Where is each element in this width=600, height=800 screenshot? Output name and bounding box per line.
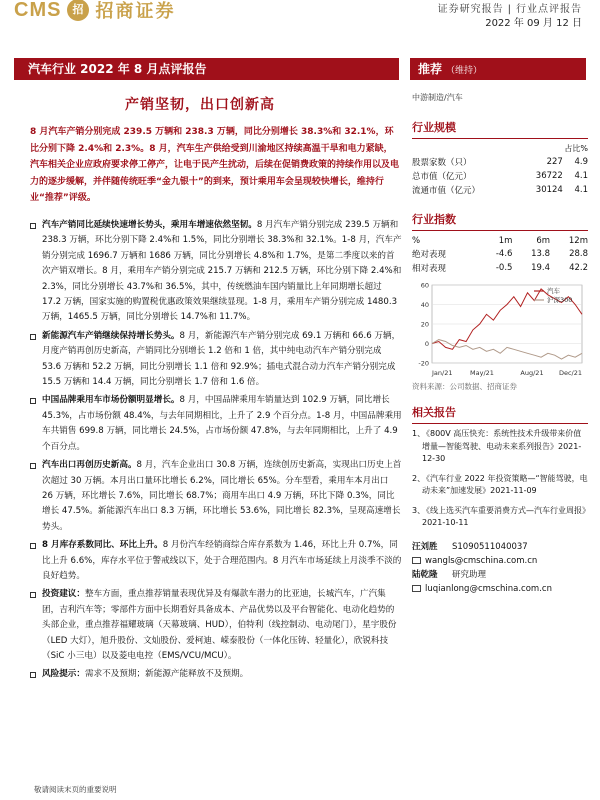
table-cell: -4.6	[495, 249, 513, 259]
x-tick-label: Aug/21	[520, 369, 544, 377]
bullet-icon	[30, 334, 36, 340]
mail-icon	[412, 557, 421, 564]
paragraph-lead: 汽车产销同比延续快速增长势头，乘用车增速依然坚韧。	[42, 220, 257, 230]
analyst-block	[412, 540, 588, 596]
column-header: %	[412, 236, 421, 246]
related-item[interactable]	[412, 473, 588, 498]
y-tick-label: -20	[418, 359, 429, 368]
related-text: 《汽车行业 2022 年投资策略—“智能驾驶，电动未来”加速发展》2021-11-09	[422, 473, 588, 495]
paragraph-text: 整车方面，重点推荐销量表现优异及有爆款车潜力的比亚迪，长城汽车，广汽集团，吉利汽车等；零部件方面中长期看好具备成本、产品优势以及平台智能化、电动化趋势的头部企业，重点推荐福耀玻璃（天幕玻璃、HUD），伯特利（线控制动、电动尾门），星宇股份（LED 大灯），旭升股份、文灿股份、爱柯迪、嵘泰股份（一体化压铸、轻量化），欣锐科技（SiC 小三电）以及菱电电控（EMS/VCU/MCU）。	[42, 589, 397, 661]
related-index: 3、	[412, 505, 426, 515]
page-header	[0, 0, 600, 34]
index-title: 行业指数	[412, 211, 588, 231]
table-header-row	[412, 235, 588, 247]
table-cell: 总市值（亿元）	[412, 172, 472, 182]
scale-title: 行业规模	[412, 119, 588, 139]
table-cell: 13.8	[531, 249, 551, 259]
column-header: 6m	[536, 236, 551, 246]
report-date: 2022 年 09 月 12 日	[485, 18, 582, 29]
table-cell: 相对表现	[412, 264, 447, 274]
analyst-name: 汪刘胜	[412, 541, 438, 552]
paragraph-lead: 投资建议：	[42, 589, 85, 600]
analyst-email[interactable]: wangls@cmschina.com.cn	[425, 555, 538, 566]
index-table	[412, 235, 588, 275]
analyst-code: S1090511040037	[452, 541, 528, 552]
legend-label: 汽车	[547, 287, 560, 295]
paragraph-lead: 汽车出口再创历史新高。	[42, 460, 137, 471]
analyst-email[interactable]: luqianlong@cmschina.com.cn	[425, 583, 552, 594]
report-type-right: 行业点评报告	[516, 4, 582, 15]
logo-badge-icon: 招	[67, 0, 89, 21]
chart-source: 资料来源：公司数据、招商证券	[412, 382, 517, 391]
paragraph-text: 8 月，新能源汽车产销分别完成 69.1 万辆和 66.6 万辆，月度产销再创历史新高，产销同比分别增长 1.2 倍和 1 倍，其中纯电动汽车产销分别完成 53.6 万辆和 52.2 万辆，同比分别增长 1.1 倍和 92.9%；插电式混合动力汽车产销分别完成 15.5 万辆和 14.4 万辆，同比分别增长 1.7 倍和 1.6 倍。	[42, 330, 401, 388]
paragraph-text: 8 月汽车产销分别完成 239.5 万辆和 238.3 万辆，环比分别下降 2.4%和 1.5%，同比分别增长 38.3%和 32.1%。1-8 月，汽车产销分别完成 1696.7 万辆和 1686 万辆，同比分别增长 4.8%和 1.7%，是第二季度以来的首次产销双增长。8 月，乘用车产销分别完成 215.7 万辆和 212.5 万辆，环比分别下降 2.4%和 2.3%，同比分别增长 43.7%和 36.5%，其中，传统燃油车国内销量比上年同期增长超过 17.2 万辆，国家实施的购置税优惠政策效果继续显现。1-8 月，乘用车产销分别完成 1480.3 万辆，1465.5 万辆，同比分别增长 14.7%和 11.7%。	[42, 220, 402, 323]
index-chart-svg	[412, 279, 588, 379]
index-chart	[412, 279, 588, 379]
report-title: 汽车行业 2022 年 8 月点评报告	[14, 58, 399, 80]
paragraph	[30, 458, 402, 535]
related-list	[412, 428, 588, 530]
table-cell: 4.1	[574, 171, 588, 181]
y-tick-label: 60	[420, 281, 429, 290]
paragraph-text: 8 月，汽车企业出口 30.8 万辆，连续创历史新高，实现出口历史上首次超过 30 万辆。本月出口量环比增长 6.2%，同比增长 65%。分车型看，乘用车本月出口 26 万辆，环比增长 7.6%，同比增长 68.7%；商用车出口 4.9 万辆，环比下降 0.3%，同比增长 47.5%。新能源汽车出口 8.3 万辆，环比增长 53.6%，同比增长 82.3%，呈现高速增长势头。	[42, 460, 402, 532]
table-row	[412, 183, 588, 197]
table-row	[412, 247, 588, 261]
report-type: 证券研究报告 | 行业点评报告	[437, 4, 582, 15]
rating-bar	[410, 58, 586, 80]
table-cell: 42.2	[569, 263, 588, 273]
paragraph-lead: 风险提示：	[42, 669, 85, 680]
table-cell: 28.8	[569, 249, 588, 259]
sector-label: 中游制造/汽车	[412, 93, 463, 102]
related-text: 《800V 高压快充：系统性技术升级带来价值增量—智能驾驶、电动未来系列报告》2021-12-30	[422, 429, 582, 463]
analyst-name: 陆乾隆	[412, 569, 438, 580]
analyst-code: 研究助理	[452, 569, 487, 580]
column-header: 1m	[498, 236, 513, 246]
sidebar	[412, 92, 588, 596]
x-tick-label: Jan/21	[432, 369, 453, 377]
related-index: 1、	[412, 429, 426, 438]
table-cell: -0.5	[495, 263, 513, 273]
paragraph	[30, 329, 402, 391]
headline: 产销坚韧，出口创新高	[125, 97, 275, 113]
table-cell: 4.9	[574, 157, 588, 167]
summary: 8 月汽车产销分别完成 239.5 万辆和 238.3 万辆，同比分别增长 38.3%和 32.1%，环比分别下降 2.4%和 2.3%。8 月，汽车生产供给受到川渝地区持续高温干旱和电力紧缺，汽车相关企业应政府要求停工停产，让电于民产生扰动，后续在促销费政策的持续作用以及电力的逐步缓解，并伴随传统旺季“金九银十”的到来，预计乘用车会呈现较快增长，维持行业“推荐”评级。	[30, 127, 400, 203]
paragraph-lead: 中国品牌乘用车市场份额明显增长。	[42, 395, 180, 406]
related-item[interactable]	[412, 505, 588, 530]
table-cell: 4.1	[574, 185, 588, 195]
analyst-row	[412, 540, 588, 554]
paragraph	[30, 587, 402, 664]
bullet-icon	[30, 672, 36, 678]
bullet-icon	[30, 223, 36, 229]
x-tick-label: May/21	[470, 369, 494, 377]
table-row	[412, 261, 588, 275]
analyst-email-row	[412, 554, 588, 568]
table-row	[412, 169, 588, 183]
table-cell: 36722	[535, 171, 563, 181]
related-title: 相关报告	[412, 404, 588, 424]
table-cell: 19.4	[531, 263, 551, 273]
paragraph	[30, 218, 402, 326]
analyst-row	[412, 568, 588, 582]
body-text	[30, 218, 402, 686]
related-index: 2、	[412, 473, 426, 483]
paragraph-lead: 新能源汽车产销继续保持增长势头。	[42, 330, 180, 341]
bullet-icon	[30, 398, 36, 404]
table-cell: 绝对表现	[412, 250, 447, 260]
y-tick-label: 0	[424, 340, 429, 348]
rating-label: 推荐	[418, 62, 443, 76]
paragraph-text: 需求不及预期；新能源产能释放不及预期。	[84, 669, 249, 680]
related-item[interactable]	[412, 428, 588, 466]
paragraph	[30, 393, 402, 455]
paragraph-text: 8 月份汽车经销商综合库存系数为 1.46，环比上升 0.7%，同比上升 6.6%，库存水平位于警戒线以下，处于合理范围内。8 月汽车市场延续上月淡季不淡的良好趋势。	[42, 540, 402, 581]
paragraph-lead: 8 月库存系数同比、环比上升。	[42, 540, 163, 551]
mail-icon	[412, 585, 421, 592]
column-header: 12m	[568, 236, 588, 246]
paragraph	[30, 538, 402, 584]
y-tick-label: 20	[420, 320, 429, 329]
table-cell: 流通市值（亿元）	[412, 186, 481, 196]
bullet-icon	[30, 543, 36, 549]
logo-text: CMS	[14, 0, 62, 21]
table-cell: 股票家数（只）	[412, 158, 472, 168]
x-tick-label: Dec/21	[558, 369, 582, 377]
series-line-1	[432, 340, 582, 360]
paragraph-text: 8 月，中国品牌乘用车销量达到 102.9 万辆，同比增长 45.3%，占市场份额 48.4%，与去年同期相比，上升了 2.9 个百分点。1-8 月，中国品牌乘用车共销售 699.8 万辆，同比增长 24.5%，占市场份额 47.8%，与去年同期相比，上升了 4.9 个百分点。	[42, 395, 402, 452]
analyst-email-row	[412, 582, 588, 596]
report-type-left: 证券研究报告	[437, 4, 504, 15]
bullet-icon	[30, 463, 36, 469]
scale-pct-header: 占比%	[564, 144, 588, 153]
logo-cn: 招商证券	[95, 1, 176, 21]
paragraph	[30, 667, 402, 682]
y-tick-label: 40	[420, 301, 429, 309]
legend-label: 沪深300	[547, 296, 573, 304]
bullet-icon	[30, 592, 36, 598]
table-cell: 227	[546, 157, 563, 167]
related-text: 《线上选买汽车重要消费方式—汽车行业周报》2021-10-11	[422, 505, 586, 527]
rating-sub: （维持）	[446, 66, 483, 76]
table-cell: 30124	[535, 185, 563, 195]
scale-table	[412, 155, 588, 197]
logo	[14, 0, 175, 22]
table-row	[412, 155, 588, 169]
footer-note: 敬请阅读末页的重要说明	[34, 785, 117, 794]
